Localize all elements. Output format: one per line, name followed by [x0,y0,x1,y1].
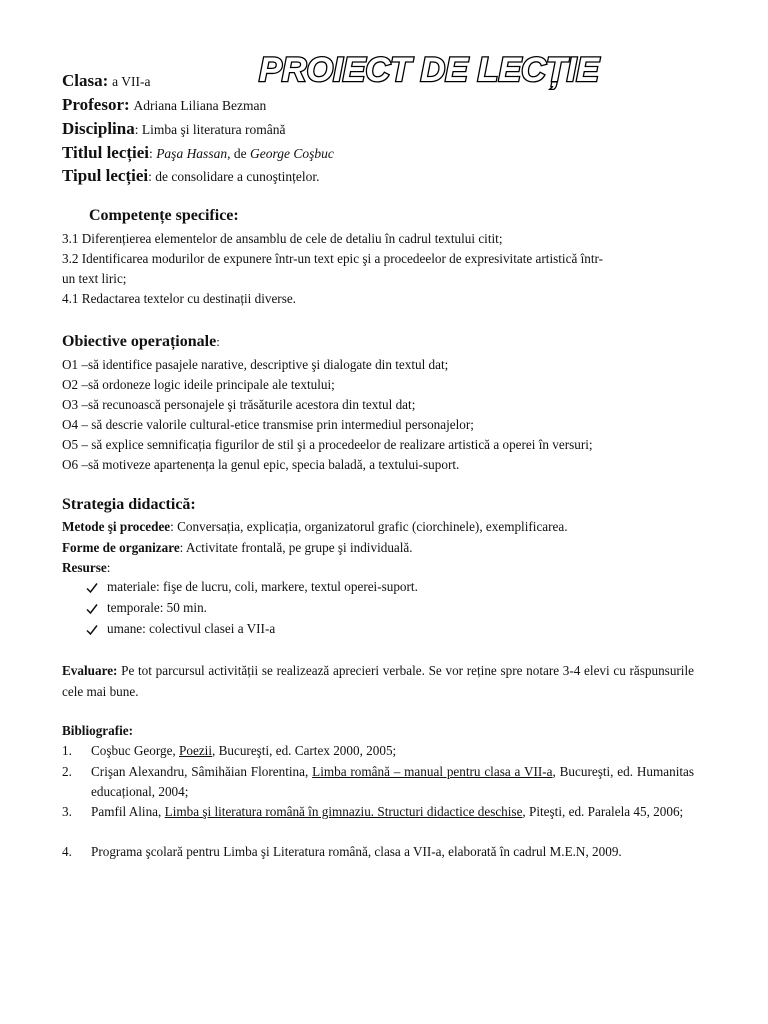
bib-book-title: Limba română – manual pentru clasa a VII-a [312,764,553,779]
resurse-label: Resurse [62,560,107,575]
document-title [254,46,604,90]
evaluare-label: Evaluare: [62,663,118,678]
bib-entry: Programa şcolară pentru Limba şi Literatura română, clasa a VII-a, elaborată în cadrul M.E.N, 2009. [91,844,622,859]
obiectiv-item: O6 –să motiveze apartenența la genul epic, specia baladă, a textului-suport. [62,457,460,472]
strategia-title: Strategia didactică: [62,496,196,513]
bib-entry: Coşbuc George, Poezii, Bucureşti, ed. Cartex 2000, 2005; [91,743,397,758]
header-disciplina: Disciplina: Limba şi literatura română [62,119,286,138]
metode-line [62,517,568,537]
obiectiv-item: O4 – să descrie valorile cultural-etice transmise prin intermediul personajelor; [62,417,474,432]
resurse-item: materiale: fişe de lucru, coli, markere, textul operei-suport. [107,579,418,594]
bib-number: 3. [62,804,72,819]
obiectiv-item: O1 –să identifice pasajele narative, descriptive şi dialogate din textul dat; [62,357,449,372]
obiectiv-item: O2 –să ordoneze logic ideile principale ale textului; [62,377,335,392]
resurse-item: umane: colectivul clasei a VII-a [107,621,276,636]
clasa-label: Clasa [62,71,103,90]
resurse-line: Resurse: [62,560,111,575]
disciplina-value: Limba şi literatura română [141,122,286,137]
clasa-value: a VII-a [112,74,151,89]
profesor-value: Adriana Liliana Bezman [133,98,267,113]
bib-number: 2. [62,764,72,779]
evaluare-text: Pe tot parcursul activității se realizează aprecieri verbale. Se vor reține spre notare 3-4 elevi cu răspunsurile cele mai bune. [62,663,694,699]
titlul-label: Titlul lecției [62,143,150,162]
competenta-item: un text liric; [62,271,127,286]
checkmark-icon [86,603,98,615]
obiectiv-item: O3 –să recunoască personajele şi trăsăturile acestora din textul dat; [62,397,416,412]
tipul-label: Tipul lecției [62,166,149,185]
forme-label: Forme de organizare [62,540,180,555]
bib-book-title: Limba şi literatura română în gimnaziu. Structuri didactice deschise [164,804,523,819]
competenta-item: 3.1 Diferențierea elementelor de ansamblu de cele de detaliu în cadrul textului citit; [62,231,503,246]
tipul-value: de consolidare a cunoştințelor. [155,169,320,184]
disciplina-label: Disciplina [62,119,135,138]
metode-value: : Conversația, explicația, organizatorul grafic (ciorchinele), exemplificarea. [170,519,568,534]
header-clasa: Clasa: a VII-a [62,71,151,90]
profesor-label: Profesor: [62,95,130,114]
competenta-item: 4.1 Redactarea textelor cu destinații diverse. [62,291,296,306]
metode-label: Metode şi procedee [62,519,171,534]
titlul-work: Paşa Hassan [156,146,228,161]
bib-book-title: Poezii [179,743,212,758]
obiective-title: Obiective operaționale: [62,333,220,350]
evaluare-paragraph [62,661,694,702]
bib-number: 1. [62,743,72,758]
header-titlul: Titlul lecției: Paşa Hassan, de George Coşbuc [62,143,334,162]
header-tipul: Tipul lecției: de consolidare a cunoştințelor. [62,166,320,185]
forme-line [62,538,413,558]
obiectiv-item: O5 – să explice semnificația figurilor de stil şi a procedeelor de realizare artistică a operei în versuri; [62,437,593,452]
bib-entry: Crişan Alexandru, Sâmihăian Florentina, Limba română – manual pentru clasa a VII-a, Bucureşti, ed. Humanitas educațional, 2004; [91,764,695,799]
title-outline-text [254,46,604,90]
resurse-item: temporale: 50 min. [107,600,207,615]
checkmark-icon [86,582,98,594]
bib-number: 4. [62,844,72,859]
header-profesor [62,94,266,117]
competenta-item: 3.2 Identificarea modurilor de expunere într-un text epic şi a procedeelor de expresivitate artistică într- [62,251,604,266]
checkmark-icon [86,624,98,636]
competente-title: Competențe specifice: [89,207,239,224]
titlul-by: , de [227,146,250,161]
forme-value: : Activitate frontală, pe grupe şi individuală. [179,540,413,555]
titlul-author: George Coşbuc [249,146,334,161]
bib-entry: Pamfil Alina, Limba şi literatura română în gimnaziu. Structuri didactice deschise, Piteşti, ed. Paralela 45, 2006; [91,804,684,819]
title-text: PROIECT DE LECȚIE [259,51,601,89]
bibliografie-title: Bibliografie: [62,723,134,738]
